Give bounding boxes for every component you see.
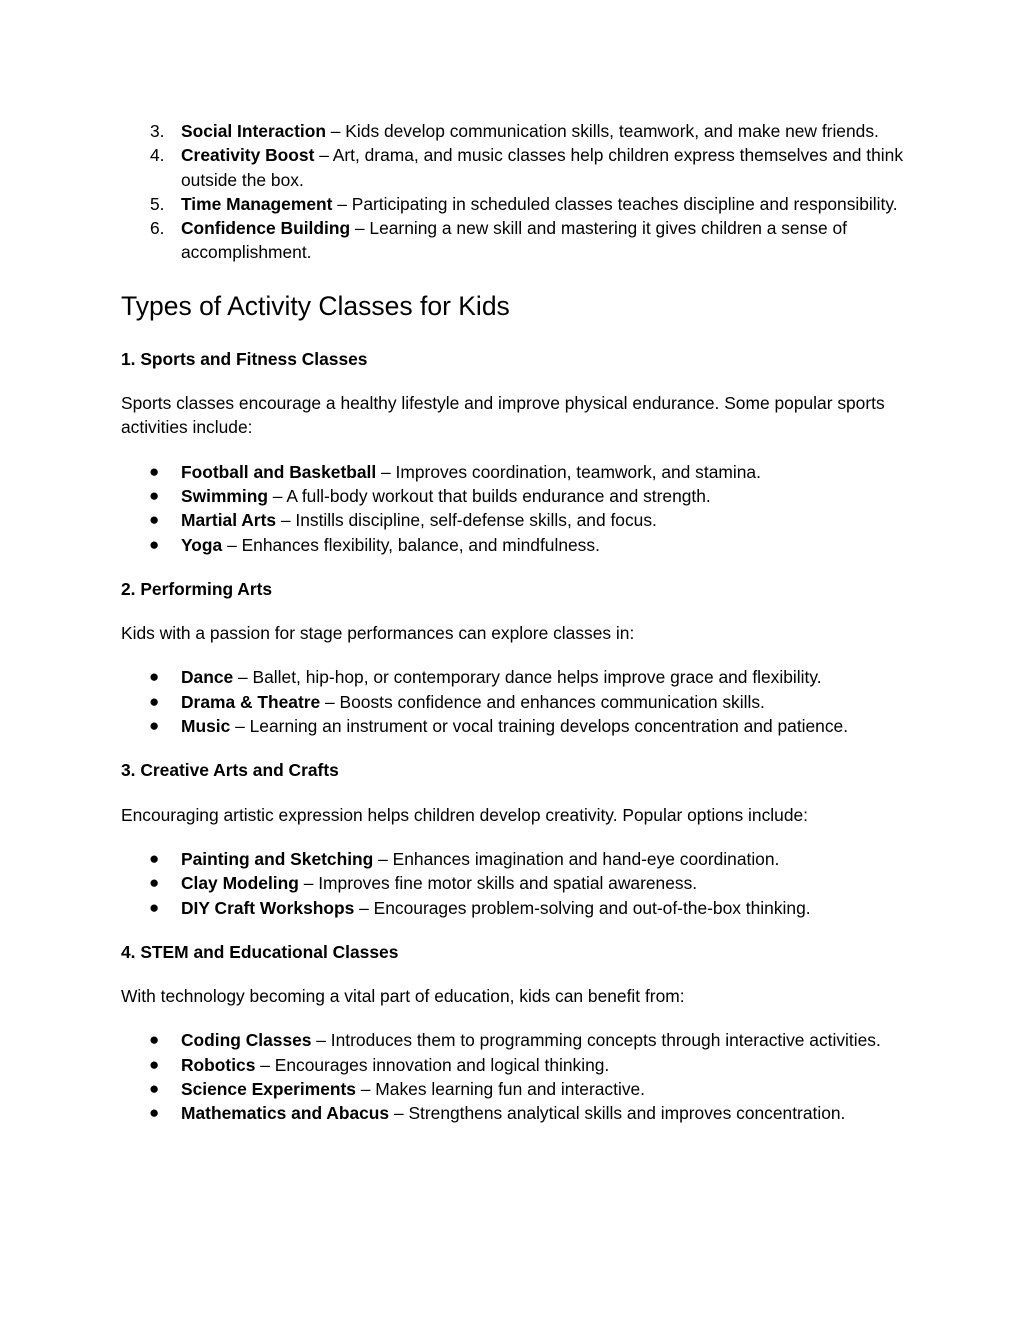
list-item-text: – Learning an instrument or vocal training develops concentration and patience. (230, 716, 849, 737)
subsection-heading: 4. STEM and Educational Classes (121, 941, 399, 962)
list-item (121, 847, 911, 871)
list-item (121, 714, 911, 738)
list-item-term: Creativity Boost (181, 145, 315, 166)
list-item (121, 508, 911, 532)
list-item-term: Painting and Sketching (181, 848, 374, 869)
bullet-icon: ● (149, 1054, 160, 1074)
list-item-text: – Kids develop communication skills, teamwork, and make new friends. (325, 121, 879, 141)
list-item (121, 871, 911, 895)
list-item-text: – Improves coordination, teamwork, and stamina. (376, 461, 761, 482)
list-item (121, 1101, 911, 1125)
list-item-text: – Boosts confidence and enhances communication skills. (320, 691, 765, 712)
list-item (121, 533, 911, 557)
list-item-text: – Makes learning fun and interactive. (355, 1079, 646, 1100)
list-item-term: Clay Modeling (181, 873, 299, 894)
subsection-intro: Kids with a passion for stage performances can explore classes in: (121, 623, 635, 644)
benefits-numbered-list (121, 119, 911, 265)
subsection-intro: With technology becoming a vital part of education, kids can benefit from: (121, 986, 685, 1007)
bullet-icon: ● (149, 1079, 160, 1099)
section-heading: Types of Activity Classes for Kids (121, 290, 510, 321)
list-item-term: Swimming (181, 485, 268, 506)
bullet-list (121, 1028, 911, 1125)
list-item (121, 143, 911, 192)
list-item-text: – Introduces them to programming concepts through interactive activities. (311, 1030, 881, 1051)
bullet-icon: ● (149, 897, 160, 917)
list-item-text: – Instills discipline, self-defense skills, and focus. (276, 510, 657, 531)
list-item (121, 690, 911, 714)
document-content (121, 119, 911, 1126)
list-item (121, 1028, 911, 1052)
bullet-icon: ● (149, 1103, 160, 1123)
bullet-icon: ● (149, 716, 160, 736)
list-item-text: – Encourages innovation and logical thinking. (255, 1054, 610, 1075)
bullet-icon: ● (149, 510, 160, 530)
bullet-icon: ● (149, 667, 160, 687)
bullet-icon: ● (149, 1030, 160, 1050)
list-number: 6. (150, 218, 165, 239)
bullet-list (121, 847, 911, 920)
bullet-icon: ● (149, 534, 160, 554)
list-item-term: Science Experiments (181, 1079, 356, 1100)
subsection-heading: 2. Performing Arts (121, 578, 273, 599)
list-item-term: DIY Craft Workshops (181, 897, 355, 918)
list-number: 3. (150, 121, 165, 141)
list-item (121, 1077, 911, 1101)
bullet-icon: ● (149, 461, 160, 481)
list-item-term: Mathematics and Abacus (181, 1103, 390, 1124)
list-item-term: Martial Arts (181, 510, 277, 531)
list-item-term: Drama & Theatre (181, 691, 321, 712)
list-item (121, 484, 911, 508)
list-item (121, 119, 911, 143)
list-item-text: – Art, drama, and music classes help children express themselves and think outside the box. (181, 145, 904, 190)
list-item (121, 460, 911, 484)
list-item-text: – Learning a new skill and mastering it gives children a sense of accomplishment. (181, 218, 847, 263)
subsection-intro: Sports classes encourage a healthy lifestyle and improve physical endurance. Some popular sports activities include: (121, 393, 885, 438)
list-item-text: – Enhances flexibility, balance, and mindfulness. (222, 534, 600, 555)
list-item (121, 665, 911, 689)
list-item-term: Football and Basketball (181, 461, 377, 482)
list-item-term: Dance (181, 667, 234, 688)
list-item-term: Social Interaction (181, 121, 326, 141)
bullet-list (121, 460, 911, 557)
list-item-term: Time Management (181, 193, 333, 214)
list-item (121, 896, 911, 920)
list-item-term: Coding Classes (181, 1030, 312, 1051)
bullet-icon: ● (149, 691, 160, 711)
list-number: 5. (150, 193, 165, 214)
list-item-text: – Encourages problem-solving and out-of-the-box thinking. (354, 897, 811, 918)
list-item-text: – Ballet, hip-hop, or contemporary dance helps improve grace and flexibility. (233, 667, 822, 688)
list-item-term: Confidence Building (181, 218, 351, 239)
list-item-text: – Participating in scheduled classes teaches discipline and responsibility. (332, 193, 898, 214)
bullet-icon: ● (149, 485, 160, 505)
list-item-text: – Strengthens analytical skills and improves concentration. (389, 1103, 846, 1124)
list-item-text: – Improves fine motor skills and spatial awareness. (298, 873, 698, 894)
bullet-icon: ● (149, 848, 160, 868)
bullet-list (121, 665, 911, 738)
list-item (121, 1053, 911, 1077)
subsection-heading: 3. Creative Arts and Crafts (121, 760, 339, 781)
list-item-text: – A full-body workout that builds endurance and strength. (267, 485, 711, 506)
list-item (121, 216, 911, 265)
list-item-term: Yoga (181, 534, 223, 555)
list-number: 4. (150, 145, 165, 166)
list-item-term: Robotics (181, 1054, 256, 1075)
subsection-heading: 1. Sports and Fitness Classes (121, 348, 368, 369)
list-item-term: Music (181, 716, 231, 737)
bullet-icon: ● (149, 873, 160, 893)
list-item-text: – Enhances imagination and hand-eye coordination. (373, 848, 780, 869)
list-item (121, 192, 911, 216)
subsection-intro: Encouraging artistic expression helps children develop creativity. Popular options include: (121, 804, 808, 825)
